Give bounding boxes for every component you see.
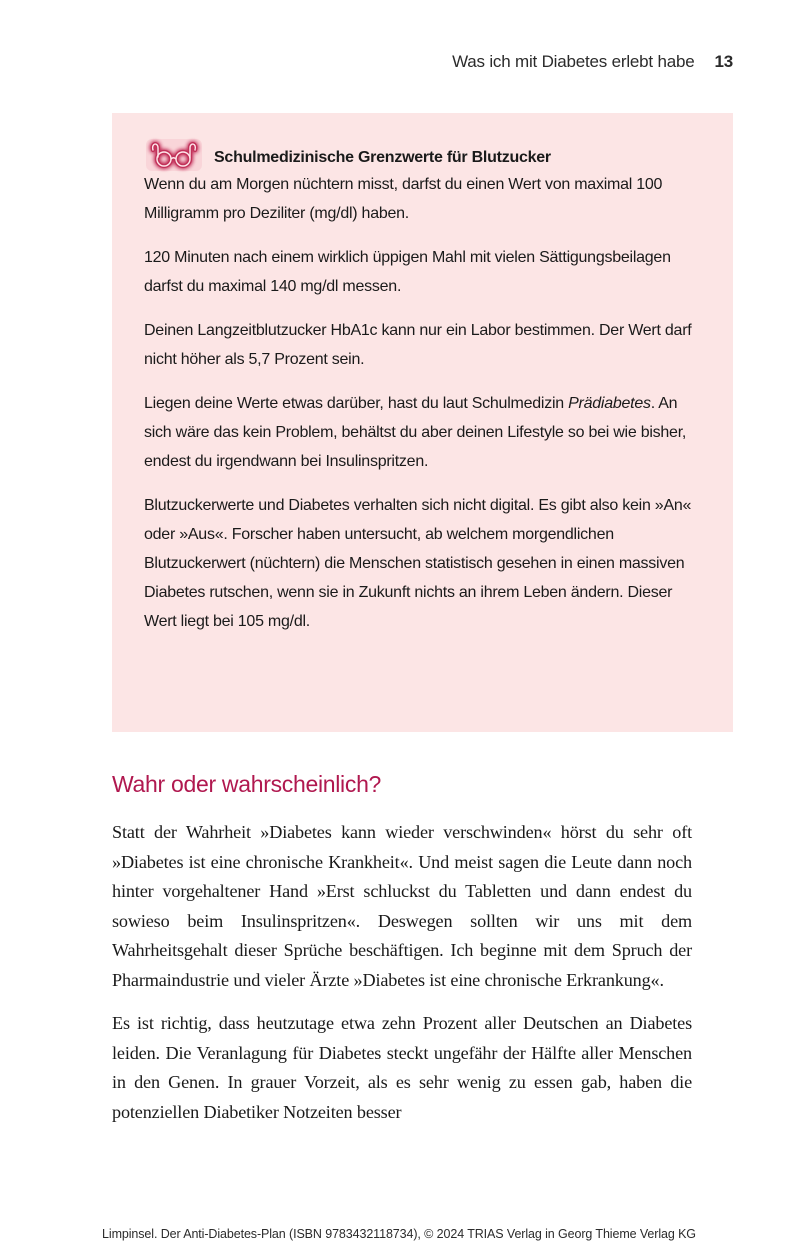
prediabetes-text-before: Liegen deine Werte etwas darüber, hast du laut Schulmedizin (144, 395, 569, 412)
info-paragraph-threshold: Blutzuckerwerte und Diabetes verhalten sich nicht digital. Es gibt also kein »An« oder »Aus«. Forscher haben untersucht, ab welchem morgendlichen Blutzuckerwert (nüchtern) die Menschen statistisch gesehen in einen massiven Diabetes rutschen, wenn sie in Zukunft nichts an ihrem Leben ändern. Dieser Wert liegt bei 105 mg/dl. (144, 497, 692, 630)
info-box-title: Schulmedizinische Grenzwerte für Blutzucker (214, 149, 551, 166)
glasses-icon (144, 137, 204, 173)
section-title: Wahr oder wahrscheinlich? (112, 771, 382, 797)
running-title: Was ich mit Diabetes erlebt habe (452, 52, 695, 71)
page-number: 13 (714, 52, 733, 71)
copyright-footer: Limpinsel. Der Anti-Diabetes-Plan (ISBN 9783432118734), © 2024 TRIAS Verlag in Georg Thieme Verlag KG (102, 1227, 696, 1241)
info-box (112, 113, 733, 732)
body-paragraph: Es ist richtig, dass heutzutage etwa zehn Prozent aller Deutschen an Diabetes leiden. Die Veranlagung für Diabetes steckt ungefähr der Hälfte aller Menschen in den Genen. In grauer Vorzeit, als es sehr wenig zu essen gab, haben die potenziellen Diabetiker Notzeiten besser (112, 1013, 692, 1122)
prediabetes-term: Prädiabetes (568, 395, 651, 412)
body-paragraph: Statt der Wahrheit »Diabetes kann wieder verschwinden« hörst du sehr oft »Diabetes ist eine chronische Krankheit«. Und meist sagen die Leute dann noch hinter vorgehaltener Hand »Erst schluckst du Tabletten und dann endest du sowieso beim Insulinspritzen«. Deswegen sollten wir uns mit dem Wahrheitsgehalt dieser Sprüche beschäftigen. Ich beginne mit dem Spruch der Pharmaindustrie und vieler Ärzte »Diabetes ist eine chronische Erkrankung«. (112, 822, 692, 990)
body-text (112, 818, 692, 1141)
info-paragraph-hba1c: Deinen Langzeitblutzucker HbA1c kann nur ein Labor bestimmen. Der Wert darf nicht höher als 5,7 Prozent sein. (144, 322, 692, 368)
info-paragraph-prediabetes (144, 389, 703, 476)
prediabetes-text-after: . An sich wäre das kein Problem, behältst du aber deinen Lifestyle so bei wie bisher, endest du irgendwann bei Insulinspritzen. (144, 395, 687, 470)
info-paragraph-fasting: Wenn du am Morgen nüchtern misst, darfst du einen Wert von maximal 100 Milligramm pro Deziliter (mg/dl) haben. (144, 176, 663, 222)
running-head (452, 52, 733, 72)
info-box-header (144, 141, 703, 169)
info-paragraph-postprandial: 120 Minuten nach einem wirklich üppigen Mahl mit vielen Sättigungsbeilagen darfst du maximal 140 mg/dl messen. (144, 249, 671, 295)
